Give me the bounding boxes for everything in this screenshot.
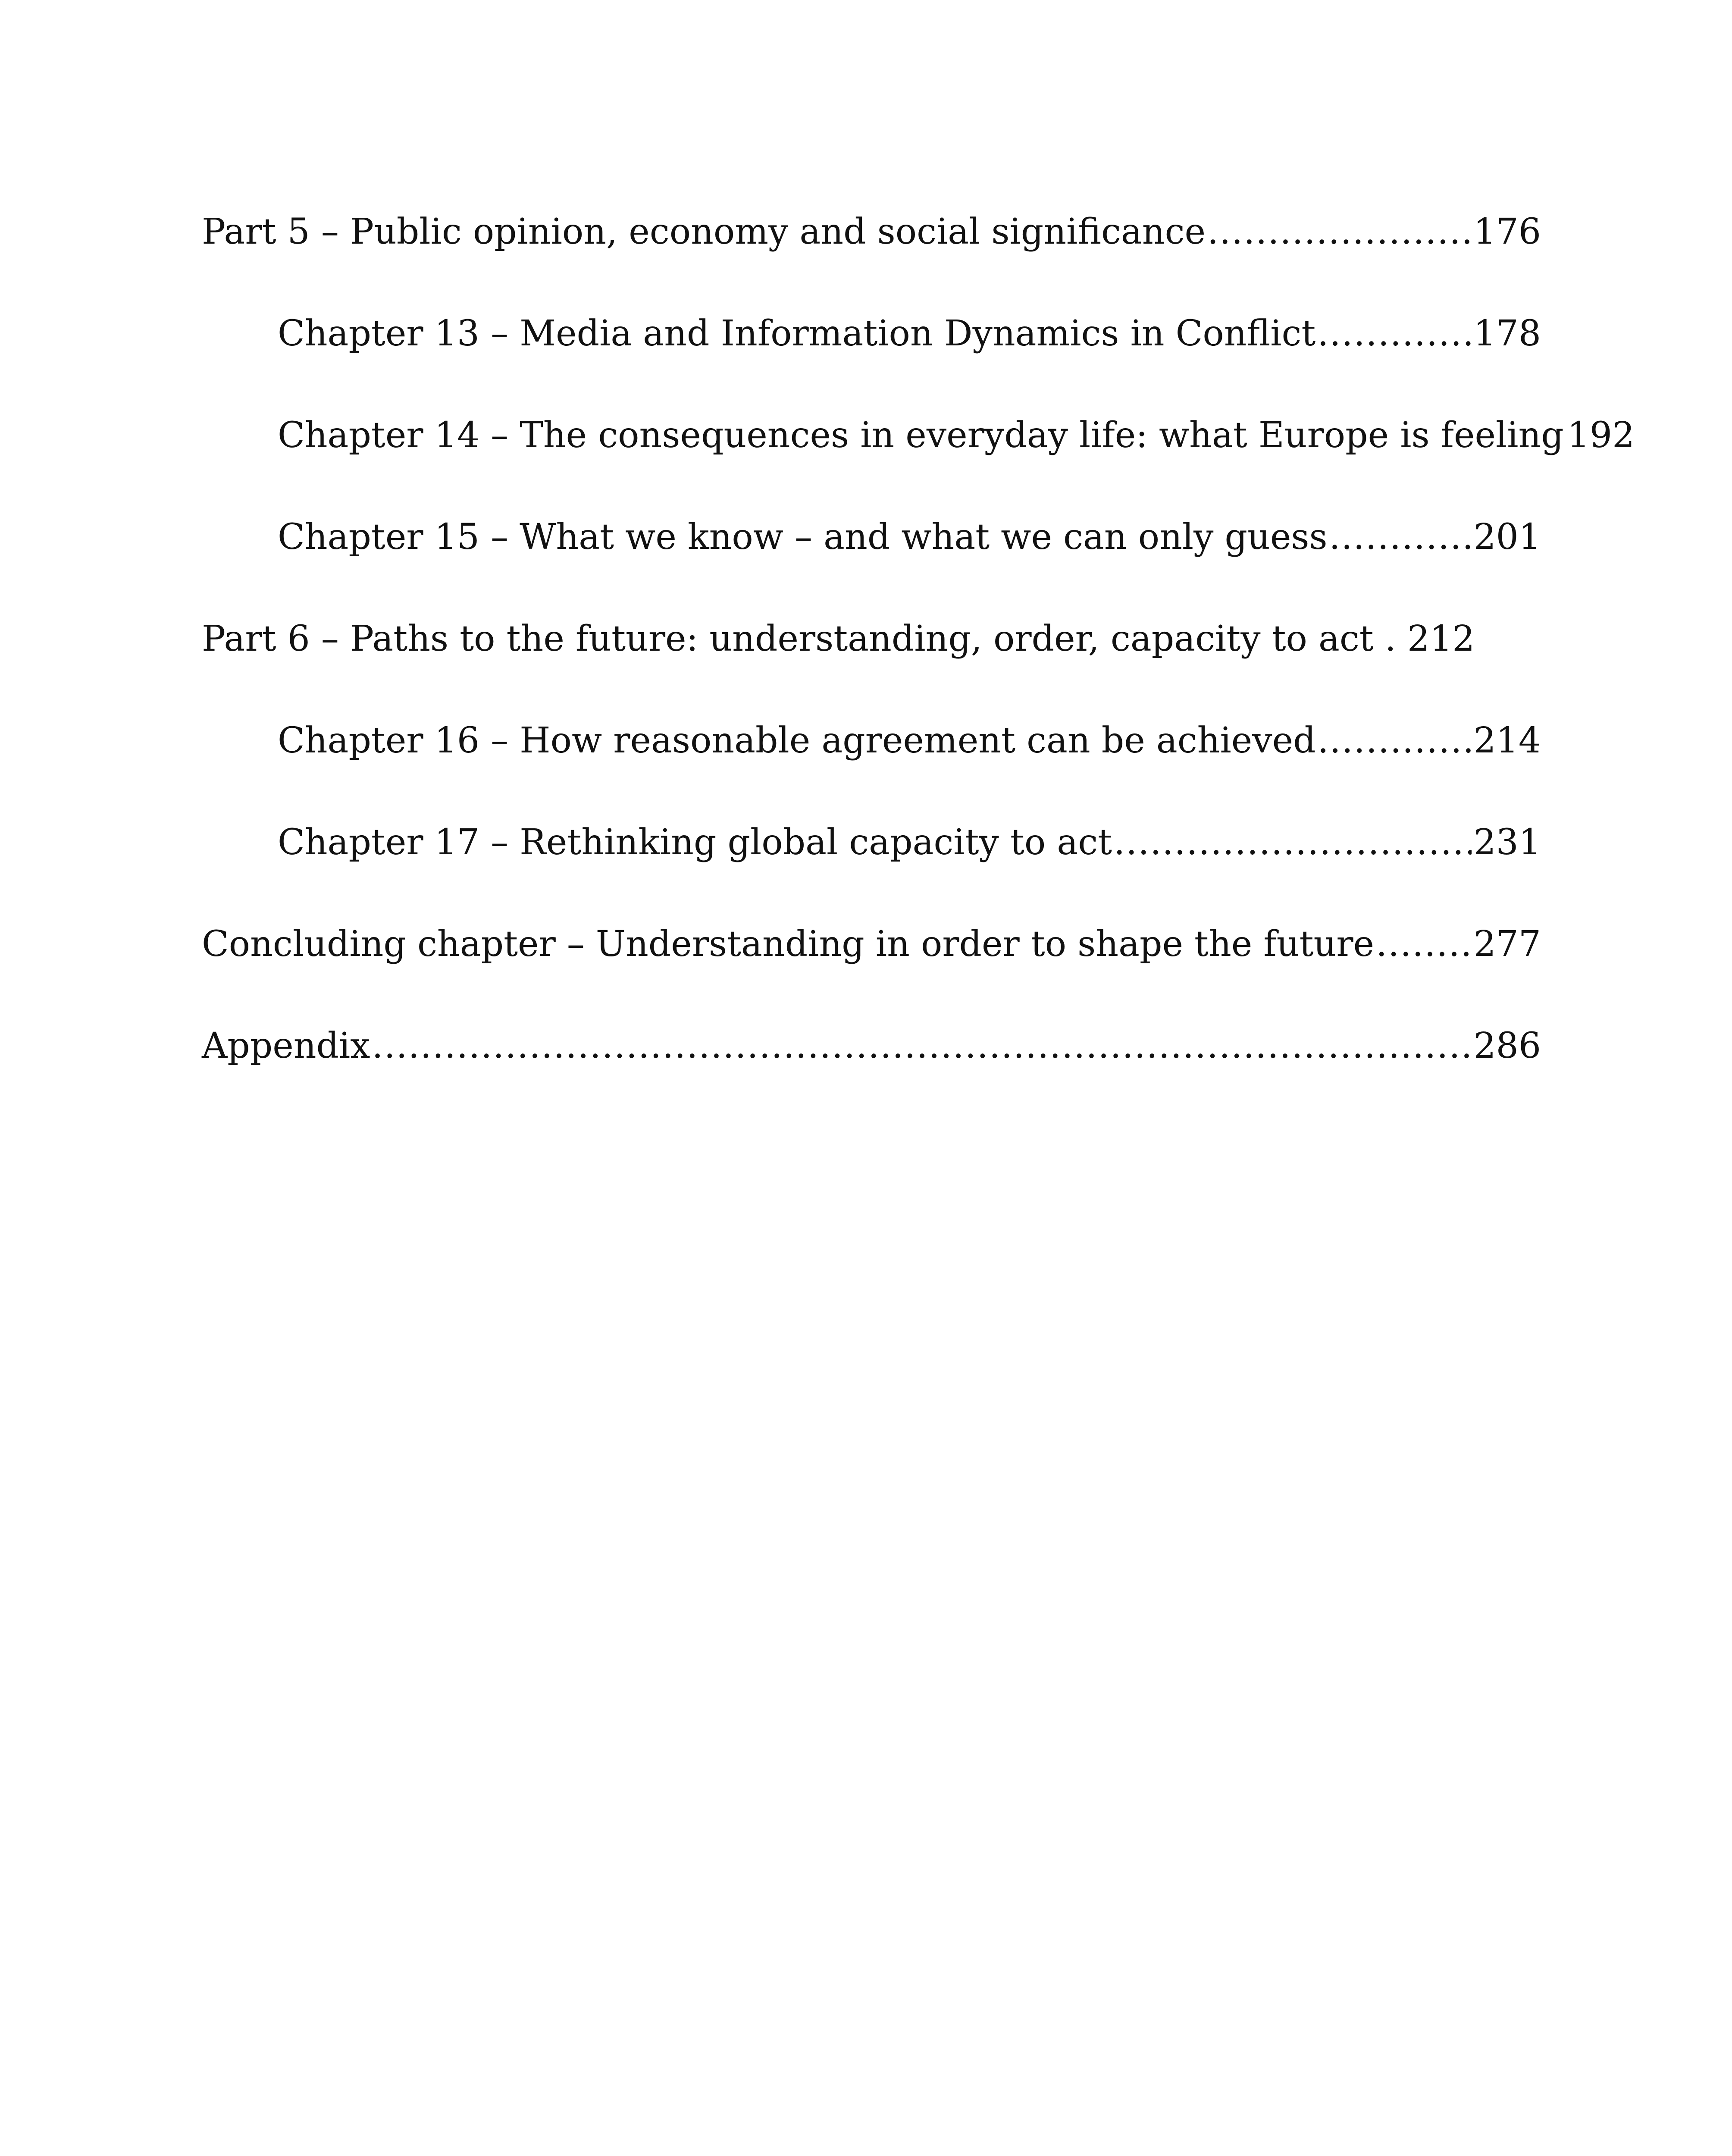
dot-leader (1329, 510, 1472, 565)
dot-leader (372, 1018, 1472, 1074)
toc-entry-title: Chapter 13 – Media and Information Dynamics in Conflict (278, 313, 1316, 354)
toc-entry-title: Concluding chapter – Understanding in order to shape the future (202, 924, 1375, 965)
toc-entry-concluding-chapter[interactable] (202, 917, 1541, 1018)
toc-entry-page: 214 (1473, 720, 1541, 761)
toc-entry-page: 176 (1473, 211, 1541, 252)
toc-entry-page: 201 (1473, 517, 1541, 558)
dot-leader (1114, 815, 1472, 870)
toc-entry-title: Part 5 – Public opinion, economy and social significance (202, 211, 1206, 252)
toc-entry-title: Chapter 17 – Rethinking global capacity to act (278, 822, 1112, 863)
toc-entry-page: 192 (1567, 415, 1635, 456)
toc-entry-chapter-13[interactable] (278, 306, 1541, 408)
dot-leader (1318, 713, 1472, 768)
toc-entry-title: Part 6 – Paths to the future: understanding, order, capacity to act . 212 (202, 618, 1475, 659)
toc-entry-chapter-14[interactable] (278, 408, 1635, 510)
toc-entry-title: Chapter 15 – What we know – and what we can only guess (278, 517, 1328, 558)
dot-leader (1376, 917, 1472, 972)
dot-leader (1317, 306, 1472, 361)
toc-entry-page: 231 (1473, 822, 1541, 863)
toc-entry-chapter-16[interactable] (278, 713, 1541, 815)
toc-entry-chapter-17[interactable] (278, 815, 1541, 917)
dot-leader (1207, 204, 1472, 260)
toc-entry-title: Chapter 14 – The consequences in everyday life: what Europe is feeling (278, 415, 1564, 456)
toc-entry-title: Appendix (202, 1025, 370, 1066)
toc-entry-appendix[interactable] (202, 1018, 1541, 1120)
toc-entry-chapter-15[interactable] (278, 510, 1541, 611)
toc-entry-page: 178 (1473, 313, 1541, 354)
toc-entry-page: 277 (1473, 924, 1541, 965)
toc-entry-title: Chapter 16 – How reasonable agreement can be achieved (278, 720, 1316, 761)
table-of-contents (202, 204, 1635, 1120)
toc-entry-part-5[interactable] (202, 204, 1541, 306)
toc-entry-part-6[interactable] (202, 611, 1541, 713)
toc-entry-page: 286 (1473, 1025, 1541, 1066)
